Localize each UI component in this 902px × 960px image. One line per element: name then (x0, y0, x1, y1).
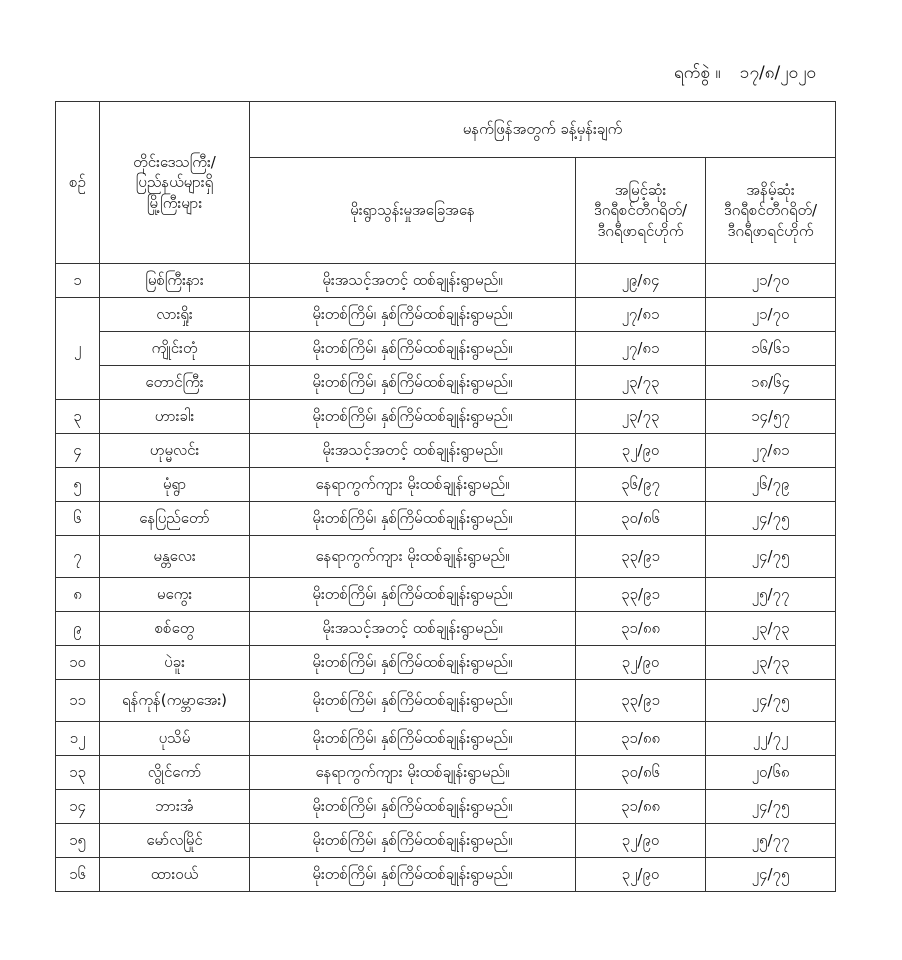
rain-condition: နေရာကွက်ကျား မိုးထစ်ချုန်းရွာမည်။ (250, 756, 576, 790)
date-label: ရက်စွဲ ။ (673, 63, 721, 83)
max-temp: ၂၉/၈၄ (576, 264, 706, 298)
min-temp: ၂၂/၇၂ (706, 722, 836, 756)
row-number: ၁၂ (56, 722, 100, 756)
max-temp: ၃၀/၈၆ (576, 756, 706, 790)
rain-condition: မိုးတစ်ကြိမ်၊ နှစ်ကြိမ်ထစ်ချုန်းရွာမည်။ (250, 332, 576, 366)
city-name: စစ်တွေ (100, 612, 250, 646)
col-header-min-line: ဒီဂရီစင်တီဂရိတ်/ (723, 201, 818, 220)
max-temp: ၃၀/၈၆ (576, 502, 706, 536)
city-name: လွိုင်ကော် (100, 756, 250, 790)
city-name: ရန်ကုန်(ကမ္ဘာအေး) (100, 680, 250, 722)
table-row (56, 722, 836, 756)
city-name: လားရှိုး (100, 298, 250, 332)
col-header-region-line: ပြည်နယ်များရှိ (135, 173, 214, 192)
city-name: ဟုမ္မလင်း (100, 434, 250, 468)
table-row (56, 858, 836, 892)
row-number: ၁၆ (56, 858, 100, 892)
col-header-forecast: မနက်ဖြန်အတွက် ခန့်မှန်းချက် (250, 102, 836, 158)
min-temp: ၁၆/၆၁ (706, 332, 836, 366)
table-row (56, 680, 836, 722)
city-name: မော်လမြိုင် (100, 824, 250, 858)
min-temp: ၂၄/၇၅ (706, 858, 836, 892)
city-name: နေပြည်တော် (100, 502, 250, 536)
min-temp: ၂၁/၇၀ (706, 264, 836, 298)
rain-condition: မိုးတစ်ကြိမ်၊ နှစ်ကြိမ်ထစ်ချုန်းရွာမည်။ (250, 722, 576, 756)
table-row (56, 756, 836, 790)
max-temp: ၂၃/၇၃ (576, 366, 706, 400)
min-temp: ၂၅/၇၇ (706, 578, 836, 612)
row-number: ၅ (56, 468, 100, 502)
rain-condition: မိုးတစ်ကြိမ်၊ နှစ်ကြိမ်ထစ်ချုန်းရွာမည်။ (250, 502, 576, 536)
city-name: ပဲခူး (100, 646, 250, 680)
max-temp: ၃၂/၉၀ (576, 824, 706, 858)
city-name: ပုသိမ် (100, 722, 250, 756)
col-header-no: စဉ် (56, 102, 100, 264)
document-date (660, 62, 816, 87)
rain-condition: မိုးတစ်ကြိမ်၊ နှစ်ကြိမ်ထစ်ချုန်းရွာမည်။ (250, 298, 576, 332)
city-name: မုံရွာ (100, 468, 250, 502)
row-number: ၂ (56, 298, 100, 400)
max-temp: ၃၃/၉၁ (576, 680, 706, 722)
row-number: ၉ (56, 612, 100, 646)
col-header-region-line: တိုင်းဒေသကြီး/ (133, 153, 216, 172)
city-name: ဟားခါး (100, 400, 250, 434)
rain-condition: မိုးတစ်ကြိမ်၊ နှစ်ကြိမ်ထစ်ချုန်းရွာမည်။ (250, 578, 576, 612)
col-header-max-temp (576, 158, 706, 264)
rain-condition: မိုးတစ်ကြိမ်၊ နှစ်ကြိမ်ထစ်ချုန်းရွာမည်။ (250, 366, 576, 400)
table-row (56, 578, 836, 612)
min-temp: ၂၇/၈၁ (706, 434, 836, 468)
row-number: ၁ (56, 264, 100, 298)
row-number: ၁၁ (56, 680, 100, 722)
rain-condition: မိုးတစ်ကြိမ်၊ နှစ်ကြိမ်ထစ်ချုန်းရွာမည်။ (250, 646, 576, 680)
row-number: ၁၀ (56, 646, 100, 680)
min-temp: ၂၄/၇၅ (706, 502, 836, 536)
min-temp: ၂၃/၇၃ (706, 612, 836, 646)
min-temp: ၂၁/၇၀ (706, 298, 836, 332)
min-temp: ၂၀/၆၈ (706, 756, 836, 790)
min-temp: ၂၄/၇၅ (706, 536, 836, 578)
rain-condition: မိုးအသင့်အတင့် ထစ်ချုန်းရွာမည်။ (250, 264, 576, 298)
max-temp: ၃၃/၉၁ (576, 578, 706, 612)
min-temp: ၂၃/၇၃ (706, 646, 836, 680)
rain-condition: မိုးတစ်ကြိမ်၊ နှစ်ကြိမ်ထစ်ချုန်းရွာမည်။ (250, 858, 576, 892)
max-temp: ၃၁/၈၈ (576, 722, 706, 756)
row-number: ၄ (56, 434, 100, 468)
rain-condition: မိုးတစ်ကြိမ်၊ နှစ်ကြိမ်ထစ်ချုန်းရွာမည်။ (250, 400, 576, 434)
max-temp: ၃၁/၈၈ (576, 790, 706, 824)
col-header-min-temp (706, 158, 836, 264)
table-row (56, 264, 836, 298)
min-temp: ၂၅/၇၇ (706, 824, 836, 858)
table-row (56, 468, 836, 502)
weather-forecast-table (55, 101, 836, 892)
rain-condition: နေရာကွက်ကျား မိုးထစ်ချုန်းရွာမည်။ (250, 536, 576, 578)
table-row (56, 790, 836, 824)
col-header-region-line: မြို့ကြီးများ (146, 193, 203, 212)
row-number: ၁၄ (56, 790, 100, 824)
max-temp: ၃၃/၉၁ (576, 536, 706, 578)
table-row (56, 434, 836, 468)
max-temp: ၃၂/၉၀ (576, 434, 706, 468)
city-name: ဘားအံ (100, 790, 250, 824)
min-temp: ၂၄/၇၅ (706, 680, 836, 722)
table-row (56, 332, 836, 366)
table-row (56, 824, 836, 858)
city-name: မကွေး (100, 578, 250, 612)
min-temp: ၁၈/၆၄ (706, 366, 836, 400)
row-number: ၈ (56, 578, 100, 612)
col-header-condition: မိုးရွာသွန်းမှုအခြေအနေ (250, 158, 576, 264)
max-temp: ၃၂/၉၀ (576, 858, 706, 892)
date-value: ၁၇/၈/၂၀၂၀ (739, 63, 816, 83)
table-row (56, 298, 836, 332)
max-temp: ၂၇/၈၁ (576, 332, 706, 366)
row-number: ၁၅ (56, 824, 100, 858)
rain-condition: မိုးတစ်ကြိမ်၊ နှစ်ကြိမ်ထစ်ချုန်းရွာမည်။ (250, 680, 576, 722)
col-header-region (100, 102, 250, 264)
min-temp: ၂၆/၇၉ (706, 468, 836, 502)
min-temp: ၂၄/၇၅ (706, 790, 836, 824)
city-name: တောင်ကြီး (100, 366, 250, 400)
rain-condition: မိုးအသင့်အတင့် ထစ်ချုန်းရွာမည်။ (250, 612, 576, 646)
row-number: ၃ (56, 400, 100, 434)
city-name: ကျိုင်းတုံ (100, 332, 250, 366)
col-header-max-line: ဒီဂရီစင်တီဂရိတ်/ (593, 201, 688, 220)
max-temp: ၃၂/၉၀ (576, 646, 706, 680)
table-row (56, 366, 836, 400)
row-number: ၇ (56, 536, 100, 578)
min-temp: ၁၄/၅၇ (706, 400, 836, 434)
col-header-max-line: ဒီဂရီဖာရင်ဟိုက် (597, 221, 684, 240)
max-temp: ၂၃/၇၃ (576, 400, 706, 434)
rain-condition: မိုးတစ်ကြိမ်၊ နှစ်ကြိမ်ထစ်ချုန်းရွာမည်။ (250, 790, 576, 824)
city-name: ထားဝယ် (100, 858, 250, 892)
city-name: မြစ်ကြီးနား (100, 264, 250, 298)
max-temp: ၃၁/၈၈ (576, 612, 706, 646)
table-row (56, 400, 836, 434)
rain-condition: နေရာကွက်ကျား မိုးထစ်ချုန်းရွာမည်။ (250, 468, 576, 502)
city-name: မန္တလေး (100, 536, 250, 578)
col-header-min-line: အနိမ့်ဆုံး (746, 181, 795, 200)
max-temp: ၂၇/၈၁ (576, 298, 706, 332)
col-header-max-line: အမြင့်ဆုံး (614, 181, 667, 200)
rain-condition: မိုးအသင့်အတင့် ထစ်ချုန်းရွာမည်။ (250, 434, 576, 468)
rain-condition: မိုးတစ်ကြိမ်၊ နှစ်ကြိမ်ထစ်ချုန်းရွာမည်။ (250, 824, 576, 858)
max-temp: ၃၆/၉၇ (576, 468, 706, 502)
row-number: ၁၃ (56, 756, 100, 790)
table-row (56, 536, 836, 578)
col-header-min-line: ဒီဂရီဖာရင်ဟိုက် (727, 221, 814, 240)
table-row (56, 612, 836, 646)
table-row (56, 646, 836, 680)
row-number: ၆ (56, 502, 100, 536)
table-row (56, 502, 836, 536)
